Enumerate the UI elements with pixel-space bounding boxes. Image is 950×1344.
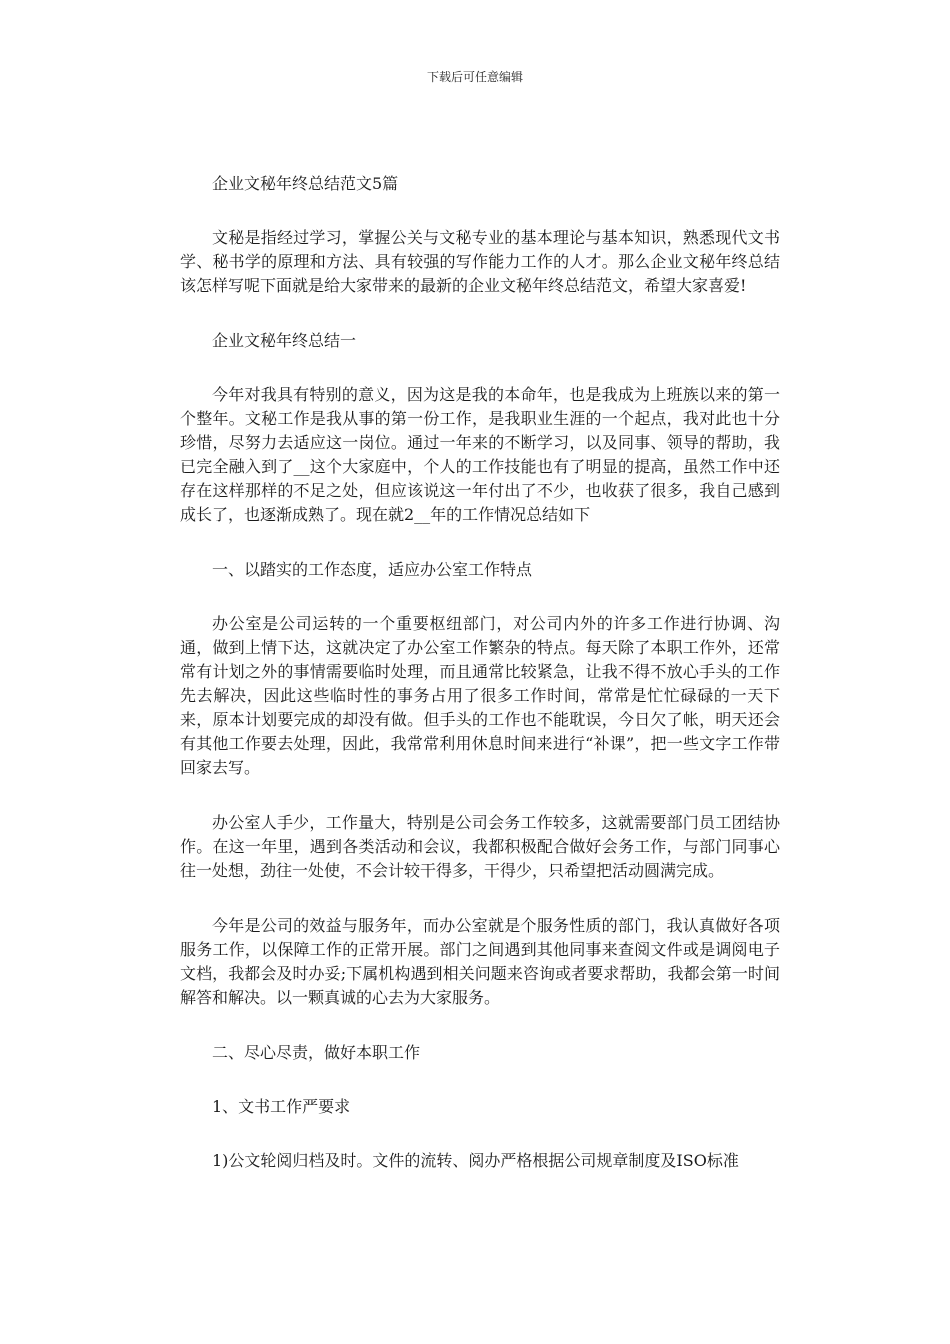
page-header-note: 下载后可任意编辑: [426, 70, 523, 84]
body-paragraph-4: 今年是公司的效益与服务年，而办公室就是个服务性质的部门，我认真做好各项服务工作，以保障工作的正常开展。部门之间遇到其他同事来查阅文件或是调阅电子文档，我都会及时办妥;下属机构遇到相关问题来咨询或者要求帮助，我都会第一时间解答和解决。以一颗真诚的心去为大家服务。: [180, 916, 780, 1007]
body-paragraph-1: 今年对我具有特别的意义，因为这是我的本命年，也是我成为上班族以来的第一个整年。文秘工作是我从事的第一份工作，是我职业生涯的一个起点，我对此也十分珍惜，尽努力去适应这一岗位。通过一年来的不断学习，以及同事、领导的帮助，我已完全融入到了__这个大家庭中，个人的工作技能也有了明显的提高，虽然工作中还存在这样那样的不足之处，但应该说这一年付出了不少，也收获了很多，我自己感到成长了，也逐渐成熟了。现在就2__年的工作情况总结如下: [180, 385, 780, 524]
subheading-2: 二、尽心尽责，做好本职工作: [212, 1043, 421, 1062]
subheading-3: 1、文书工作严要求: [212, 1097, 351, 1116]
body-paragraph-3: 办公室人手少，工作量大，特别是公司会务工作较多，这就需要部门员工团结协作。在这一年里，遇到各类活动和会议，我都积极配合做好会务工作，与部门同事心往一处想，劲往一处使，不会计较干得多，干得少，只希望把活动圆满完成。: [180, 813, 780, 880]
document-title: 企业文秘年终总结范文5篇: [212, 174, 399, 193]
subheading-1: 一、以踏实的工作态度，适应办公室工作特点: [212, 560, 533, 579]
intro-paragraph: 文秘是指经过学习，掌握公关与文秘专业的基本理论与基本知识，熟悉现代文书学、秘书学的原理和方法、具有较强的写作能力工作的人才。那么企业文秘年终总结该怎样写呢下面就是给大家带来的最新的企业文秘年终总结范文，希望大家喜爱!: [180, 228, 780, 295]
body-paragraph-5: 1)公文轮阅归档及时。文件的流转、阅办严格根据公司规章制度及ISO标准: [212, 1151, 739, 1170]
section-title-1: 企业文秘年终总结一: [212, 331, 357, 350]
document-body: [180, 172, 780, 1204]
body-paragraph-2: 办公室是公司运转的一个重要枢纽部门，对公司内外的许多工作进行协调、沟通，做到上情下达，这就决定了办公室工作繁杂的特点。每天除了本职工作外，还常常有计划之外的事情需要临时处理，而且通常比较紧急，让我不得不放心手头的工作先去解决，因此这些临时性的事务占用了很多工作时间，常常是忙忙碌碌的一天下来，原本计划要完成的却没有做。但手头的工作也不能耽误，今日欠了帐，明天还会有其他工作要去处理，因此，我常常利用休息时间来进行“补课”，把一些文字工作带回家去写。: [180, 614, 780, 777]
